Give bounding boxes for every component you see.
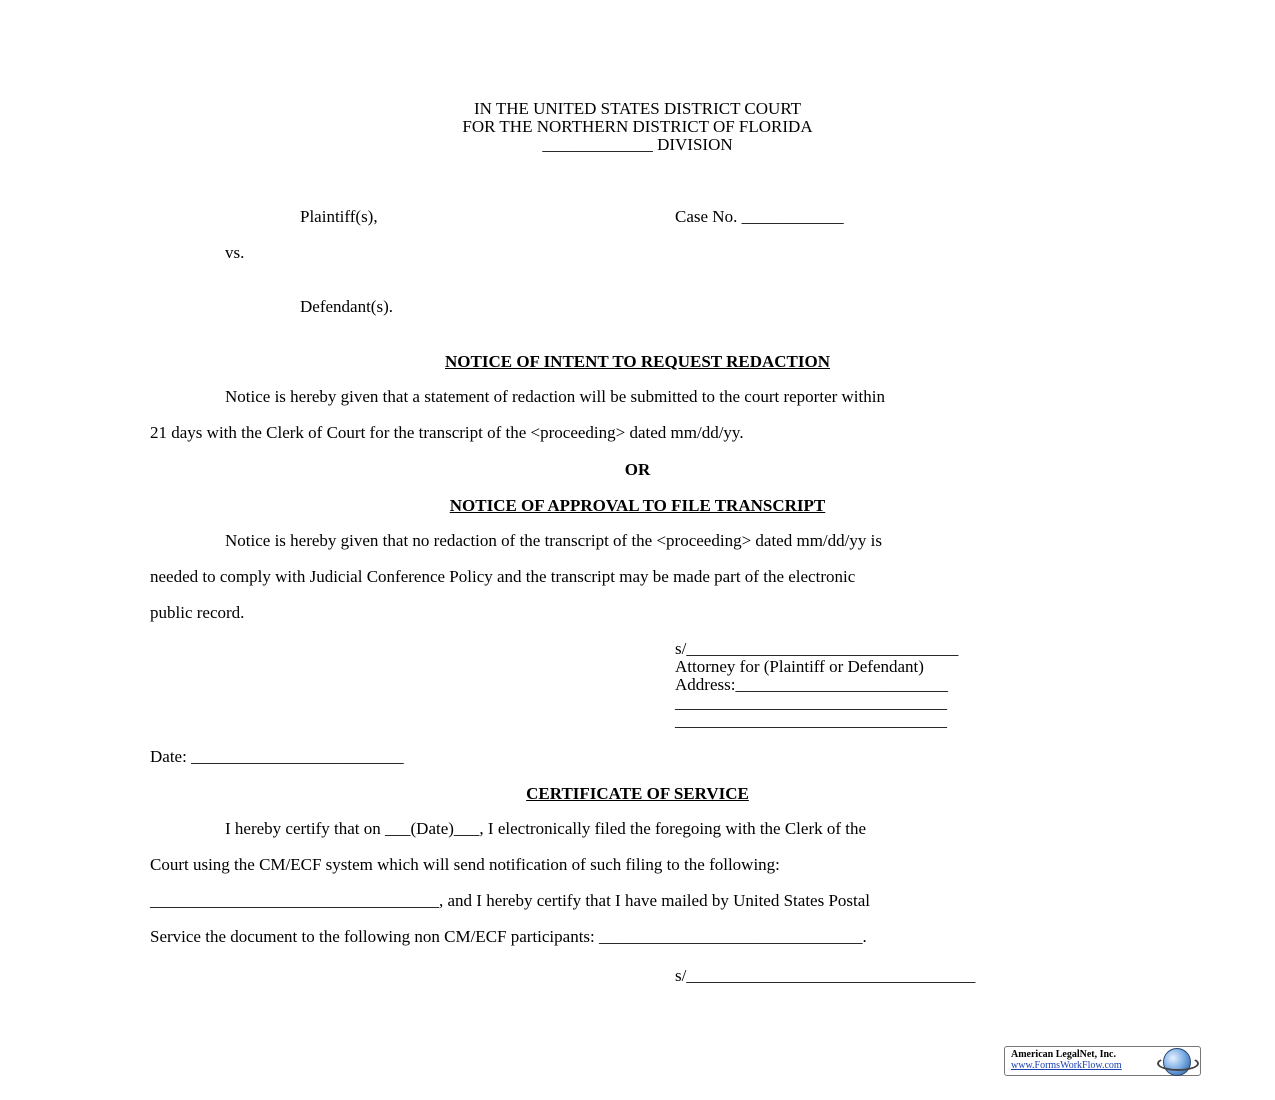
- or-separator: OR: [624, 460, 651, 479]
- plaintiff-label: Plaintiff(s),: [300, 207, 378, 226]
- address-line-2: ________________________________: [675, 693, 947, 712]
- notice-approval-text-line2: needed to comply with Judicial Conference Policy and the transcript may be made part of the electronic: [150, 567, 856, 586]
- certificate-text-line2: Court using the CM/ECF system which will send notification of such filing to the following:: [150, 855, 780, 874]
- defendant-label: Defendant(s).: [300, 297, 393, 316]
- certificate-text-line4: Service the document to the following non CM/ECF participants: _______________________________.: [150, 927, 867, 946]
- signature-line: s/________________________________: [675, 639, 959, 658]
- certificate-signature-line: s/__________________________________: [675, 966, 976, 985]
- logo-company-name: American LegalNet, Inc.: [1011, 1049, 1116, 1060]
- court-name-line2: FOR THE NORTHERN DISTRICT OF FLORIDA: [462, 117, 813, 136]
- notice-redaction-text-line2: 21 days with the Clerk of Court for the transcript of the <proceeding> dated mm/dd/yy.: [150, 423, 744, 442]
- notice-redaction-title: NOTICE OF INTENT TO REQUEST REDACTION: [445, 352, 830, 371]
- court-name-line1: IN THE UNITED STATES DISTRICT COURT: [473, 99, 802, 118]
- notice-approval-text-line1: Notice is hereby given that no redaction of the transcript of the <proceeding> dated mm/dd/yy is: [225, 531, 882, 550]
- notice-redaction-text-line1: Notice is hereby given that a statement of redaction will be submitted to the court reporter within: [225, 387, 885, 406]
- orbit-ring-icon: [1157, 1056, 1199, 1071]
- logo-website-link[interactable]: www.FormsWorkFlow.com: [1011, 1060, 1122, 1071]
- date-line: Date: _________________________: [150, 747, 404, 766]
- address-line-3: ________________________________: [675, 711, 947, 730]
- attorney-label: Attorney for (Plaintiff or Defendant): [675, 657, 924, 676]
- certificate-title: CERTIFICATE OF SERVICE: [526, 784, 749, 803]
- american-legalnet-logo[interactable]: [1004, 1046, 1201, 1076]
- notice-approval-title: NOTICE OF APPROVAL TO FILE TRANSCRIPT: [449, 496, 826, 515]
- court-division-line: _____________ DIVISION: [542, 135, 733, 154]
- certificate-text-line1: I hereby certify that on ___(Date)___, I electronically filed the foregoing with the Clerk of the: [225, 819, 867, 838]
- versus-label: vs.: [225, 243, 245, 262]
- certificate-text-line3: __________________________________, and I hereby certify that I have mailed by United States Postal: [150, 891, 871, 910]
- case-number-field: Case No. ____________: [675, 207, 844, 226]
- notice-approval-text-line3: public record.: [150, 603, 245, 622]
- address-line: Address:_________________________: [675, 675, 948, 694]
